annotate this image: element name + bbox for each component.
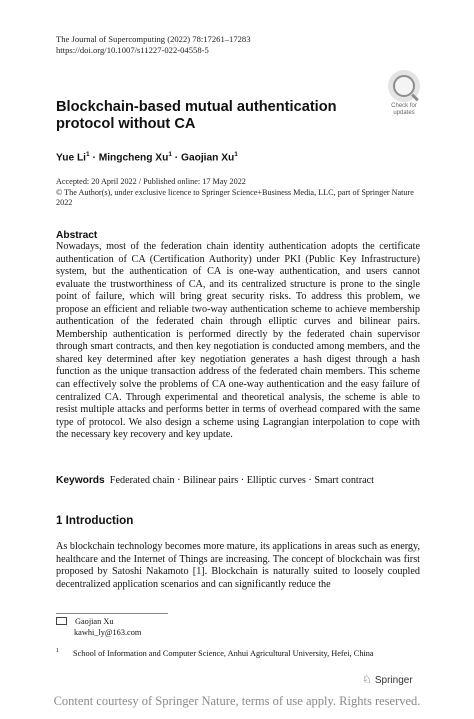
affiliation-marker: 1 — [86, 151, 90, 158]
copyright-notice: © The Author(s), under exclusive licence to Springer Science+Business Media, LLC, part of Springer Nature 2022 — [56, 187, 414, 207]
keywords-text: Federated chain · Bilinear pairs · Elliptic curves · Smart contract — [109, 475, 375, 486]
corresponding-author — [56, 617, 141, 639]
affiliation-text: School of Information and Computer Science, Anhui Agricultural University, Hefei, China — [73, 648, 374, 658]
publisher-mark — [362, 673, 413, 686]
affiliation-marker: 1 — [234, 151, 238, 158]
paper-title: Blockchain-based mutual authentication protocol without CA — [56, 99, 337, 132]
affiliation-footnote — [56, 646, 374, 660]
keywords-label: Keywords — [56, 475, 105, 486]
abstract-heading: Abstract — [56, 230, 98, 241]
author-separator: · — [171, 152, 182, 164]
author-list — [56, 151, 238, 163]
journal-header — [56, 34, 251, 56]
author-separator: · — [89, 152, 99, 164]
section-heading-introduction: 1 Introduction — [56, 514, 134, 527]
abstract-text: Nowadays, most of the federation chain identity authentication adopts the certificate authentication of CA (Certification Authority) under PKI (Public Key Infrastructure) system, but the authentication of CA is one-way authentication, and users cannot evaluate the trustworthiness of CA, and its centralized structure is prone to the single point of failure, which will bring great security risks. To address this problem, we propose an efficient and reliable two-way authentication scheme to achieve membership authentication of the federated chain through elliptic curves and bilinear pairs. Membership authentication is performed directly by the federated chain supervisor through smart contracts, and then key negotiation is conducted among members, and the shared key determined after key negotiation generates a hash digest through a hash function as the unique transaction address of the federated chain members. This scheme can effectively solve the problems of CA one-way authentication and the easy failure of centralized CA. Through experimental and theoretical analysis, the scheme is able to resist multiple attacks and performs better in terms of overhead compared with the same type of protocol. We also design a scheme using Lagrangian interpolation to cope with the necessary key recovery and key update. — [56, 241, 420, 441]
publisher-name: Springer — [374, 675, 413, 686]
journal-citation: The Journal of Supercomputing (2022) 78:17261–17283 — [56, 34, 251, 44]
doi-link[interactable]: https://doi.org/10.1007/s11227-022-04558-5 — [56, 45, 209, 55]
publication-meta — [56, 177, 426, 209]
author-name[interactable]: Gaojian Xu — [181, 152, 235, 164]
courtesy-watermark: Content courtesy of Springer Nature, terms of use apply. Rights reserved. — [53, 694, 421, 708]
corresponding-author-name: Gaojian Xu — [75, 617, 114, 626]
affiliation-number: 1 — [56, 648, 59, 654]
envelope-icon — [56, 617, 67, 625]
springer-horse-icon: ♘ — [362, 674, 372, 686]
introduction-text: As blockchain technology becomes more mature, its applications in areas such as energy, healthcare and the Internet of Things are increasing. The concept of blockchain was first proposed by Satoshi Nakamoto [1]. Blockchain is naturally suited to loosely coupled decentralized application scenarios and can significantly reduce the — [56, 541, 420, 590]
footnote-divider — [56, 613, 168, 614]
author-name[interactable]: Mingcheng Xu — [98, 152, 169, 164]
check-for-updates-label[interactable]: Check for updates — [391, 103, 417, 116]
check-for-updates-icon[interactable] — [388, 70, 420, 102]
affiliation-marker: 1 — [168, 151, 172, 158]
author-name[interactable]: Yue Li — [56, 152, 87, 164]
keywords-line — [56, 475, 374, 486]
publication-dates: Accepted: 20 April 2022 / Published online: 17 May 2022 — [56, 177, 246, 186]
corresponding-author-email[interactable]: kawhi_ly@163.com — [74, 627, 142, 637]
